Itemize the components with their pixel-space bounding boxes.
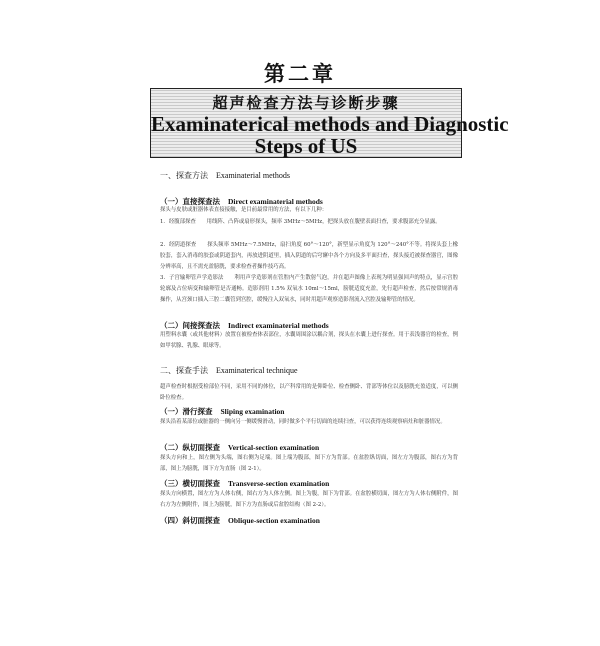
subsection-1a-title-en: Direct examinaterial methods	[228, 197, 323, 206]
chapter-heading: 第二章	[264, 61, 336, 86]
subsection-2d-title: （四）斜切面探查	[160, 516, 220, 525]
subsection-2a-title: （一）滑行探查	[160, 407, 213, 416]
chapter-title-cn: 超声检查方法与诊断步骤	[212, 94, 400, 112]
subsection-2c-heading	[160, 478, 329, 489]
subsection-1a-item-3: 3．子宫输卵管声学造影法 利用声学造影剂在管腔内产生散射气泡，并在超声图像上表现为明显强回声的特点，显示宫腔轮廓及占位病变和输卵管是否通畅。造影剂用 1.5% 双氧水 10ml～15ml，膀胱适度充盈，先行超声检查，然后按常规消毒操作，从宫颈口插入三腔二囊管到宫腔，缓慢注入双氧水，同时用超声观察造影剂流入宫腔及输卵管的情况。	[160, 275, 458, 304]
subsection-2d-heading	[160, 515, 320, 526]
section-1-heading	[160, 170, 290, 181]
subsection-2b-text: 探头方向和上，图左侧为头端，图右侧为足端。图上端为腹部，图下方为背部。在盆腔纵切面，图左方为腹部，图右方为背部，图上为膀胱，图下方为直肠（图 2-1）。	[160, 455, 458, 473]
subsection-2c-title: （三）横切面探查	[160, 479, 220, 488]
subsection-1b-title: （二）间接探查法	[160, 321, 220, 330]
chapter-title-en-line1: Examinaterical methods and Diagnostic	[151, 112, 509, 136]
subsection-1a-intro: 探头与皮肤或脏器体表直接接触，是目前最常用的方法，有以下几种：	[160, 207, 328, 213]
subsection-1a-title: （一）直接探查法	[160, 197, 220, 206]
subsection-1a-item-1: 1．经腹部探查 用线阵、凸阵或扇形探头，频率 3MHz～5MHz，把探头放在腹壁表面扫查，要求腹部充分显露。	[160, 219, 441, 225]
subsection-2b-title: （二）纵切面探查	[160, 443, 220, 452]
chapter-title-banner	[150, 88, 509, 158]
subsection-1a-item-2: 2．经阴道探查 探头频率 5MHz～7.5MHz，扇扫角度 60°～120°，新型显示角度为 120°～240°不等。将探头套上橡胶套，套入消毒的胶套或阴道套内，再放进阴道里，插入阴道的后穹窿中各个方向及多平面扫查，探头接近被探查器官，图像分辨率高，且不需充盈膀胱，要求检查者操作技巧高。	[160, 242, 458, 271]
section-2-title: 二、探查手法	[160, 366, 208, 375]
subsection-1b-title-en: Indirect examinaterial methods	[228, 321, 329, 330]
section-2-text: 超声检查时根据受检部位不同，采用不同的体位，以产科常用的是仰卧位、检查侧卧、背部等体位以及膀胱充盈适度，可以侧卧位检查。	[160, 384, 458, 402]
section-2-heading	[160, 365, 298, 376]
subsection-1b-text: 用塑料水囊（或其他材料）放置在被检查体表部位，水囊周围涂以耦合剂，探头在水囊上进行探查。用于表浅器官的检查，例如甲状腺、乳腺、眼球等。	[160, 332, 458, 350]
section-2-title-en: Examinaterical technique	[216, 366, 298, 375]
subsection-2c-title-en: Transverse-section examination	[228, 479, 330, 488]
chapter-title-en-line2: Steps of US	[254, 134, 358, 158]
subsection-2a-heading	[160, 406, 284, 417]
subsection-2b-heading	[160, 442, 319, 453]
subsection-2a-text: 探头沿着某部位或脏器的一侧向另一侧缓慢滑动，同时做多个平行切面的连续扫查，可以获得连续观察病灶和脏器情况。	[160, 419, 446, 425]
section-1-title: 一、探查方法	[160, 171, 208, 180]
subsection-2c-text: 探头方向横置，图左方为人体右侧，图右方为人体左侧。图上为腹，图下为背部。在盆腔横切面，图左方为人体右侧附件，图右方为左侧附件，图上为膀胱，图下方为直肠或后盆腔结构（图 2-2）。	[160, 491, 458, 509]
subsection-2b-title-en: Vertical-section examination	[228, 443, 320, 452]
subsection-2d-title-en: Oblique-section examination	[228, 516, 320, 525]
subsection-2a-title-en: Sliping examination	[220, 407, 285, 416]
section-1-title-en: Examinaterial methods	[216, 171, 290, 180]
